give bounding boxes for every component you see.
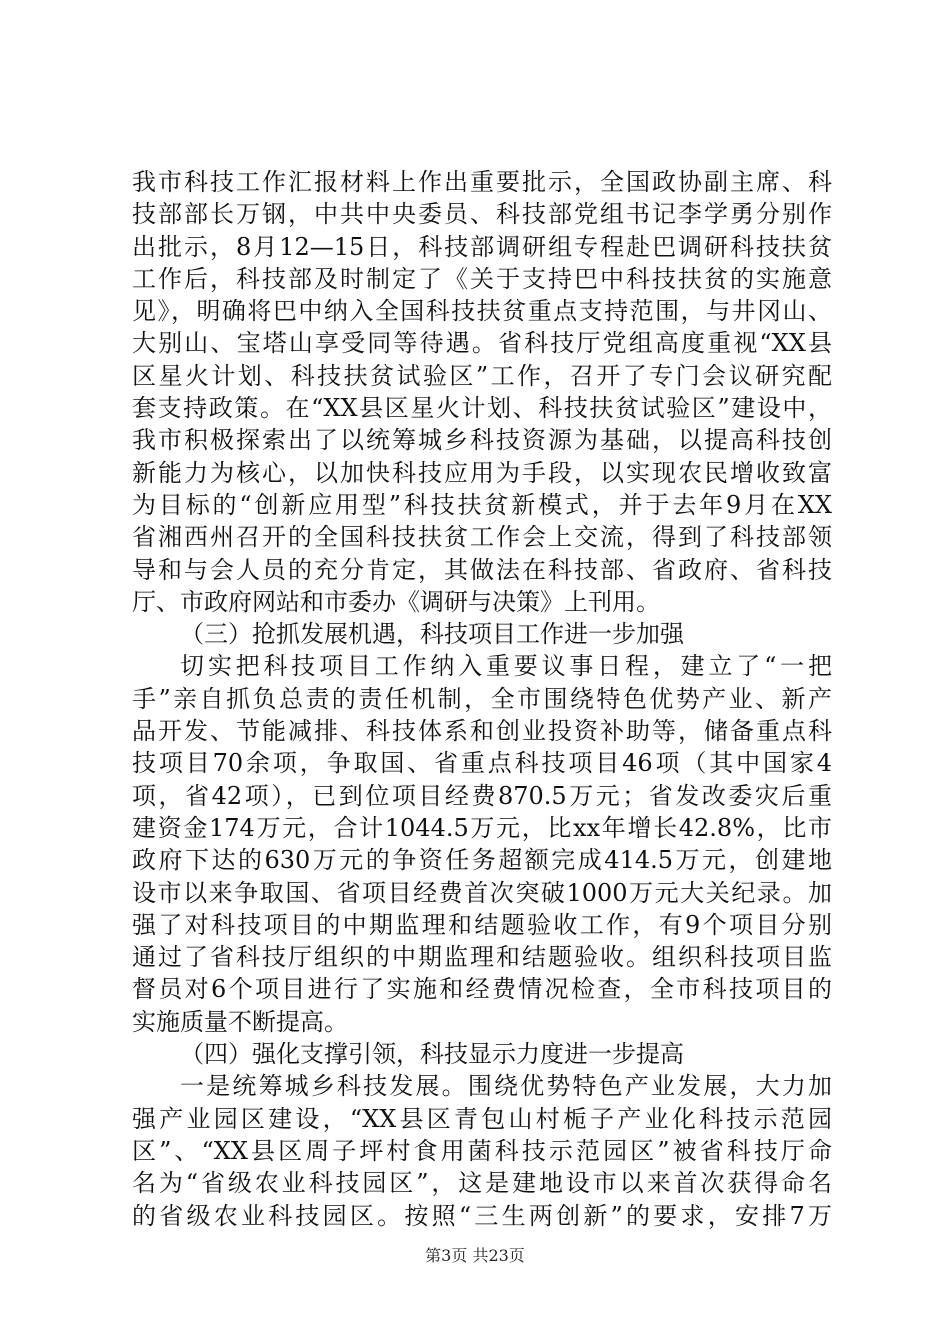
text-line: 一是统筹城乡科技发展。围绕优势特色产业发展，大力加 — [180, 1072, 832, 1101]
text-line: 强了对科技项目的中期监理和结题验收工作，有9个项目分别 — [132, 910, 832, 939]
text-line: 省湘西州召开的全国科技扶贫工作会上交流，得到了科技部领 — [132, 523, 832, 552]
section-heading: （四）强化支撑引领，科技显示力度进一步提高 — [180, 1040, 684, 1069]
text-line: 政府下达的630万元的争资任务超额完成414.5万元，创建地 — [132, 846, 832, 875]
text-line: 我市科技工作汇报材料上作出重要批示，全国政协副主席、科 — [132, 168, 832, 196]
text-line: 为目标的“创新应用型”科技扶贫新模式，并于去年9月在XX — [132, 490, 832, 519]
text-line: 督员对6个项目进行了实施和经费情况检查，全市科技项目的 — [132, 975, 832, 1004]
text-line: 实施质量不断提高。 — [132, 1007, 348, 1036]
text-line: 大别山、宝塔山享受同等待遇。省科技厅党组高度重视“XX县 — [132, 329, 832, 358]
text-line: 品开发、节能减排、科技体系和创业投资补助等，储备重点科 — [132, 717, 832, 746]
document-body — [132, 166, 832, 1232]
text-line: 建资金174万元，合计1044.5万元，比xx年增长42.8%，比市 — [132, 813, 832, 842]
text-line: 切实把科技项目工作纳入重要议事日程，建立了“一把 — [180, 652, 832, 681]
text-line: 出批示，8月12—15日，科技部调研组专程赴巴调研科技扶贫 — [132, 232, 832, 261]
text-line: 名为“省级农业科技园区”，这是建地设市以来首次获得命名 — [132, 1169, 832, 1198]
section-heading: （三）抢抓发展机遇，科技项目工作进一步加强 — [180, 620, 684, 649]
text-line: 厅、市政府网站和市委办《调研与决策》上刊用。 — [132, 587, 660, 616]
text-line: 设市以来争取国、省项目经费首次突破1000万元大关纪录。加 — [132, 878, 832, 907]
text-line: 导和与会人员的充分肯定，其做法在科技部、省政府、省科技 — [132, 555, 832, 584]
page-footer: 第3页 共23页 — [425, 1246, 525, 1265]
text-line: 的省级农业科技园区。按照“三生两创新”的要求，安排7万 — [132, 1201, 832, 1230]
text-line: 强产业园区建设，“XX县区青包山村栀子产业化科技示范园 — [132, 1104, 832, 1133]
text-line: 手”亲自抓负总责的责任机制，全市围绕特色优势产业、新产 — [132, 684, 832, 713]
text-line: 我市积极探索出了以统筹城乡科技资源为基础，以提高科技创 — [132, 426, 832, 455]
text-line: 技项目70余项，争取国、省重点科技项目46项（其中国家4 — [132, 749, 832, 778]
text-line: 区”、“XX县区周子坪村食用菌科技示范园区”被省科技厅命 — [132, 1136, 832, 1165]
text-line: 见》，明确将巴中纳入全国科技扶贫重点支持范围，与井冈山、 — [132, 297, 832, 326]
text-line: 项，省42项），已到位项目经费870.5万元；省发改委灾后重 — [132, 781, 832, 810]
text-line: 技部部长万钢，中共中央委员、科技部党组书记李学勇分别作 — [132, 200, 832, 229]
text-line: 新能力为核心，以加快科技应用为手段，以实现农民增收致富 — [132, 458, 832, 487]
text-line: 通过了省科技厅组织的中期监理和结题验收。组织科技项目监 — [132, 943, 832, 972]
text-line: 工作后，科技部及时制定了《关于支持巴中科技扶贫的实施意 — [132, 264, 832, 293]
text-line: 区星火计划、科技扶贫试验区”工作，召开了专门会议研究配 — [132, 361, 832, 390]
text-line: 套支持政策。在“XX县区星火计划、科技扶贫试验区”建设中， — [132, 394, 832, 423]
